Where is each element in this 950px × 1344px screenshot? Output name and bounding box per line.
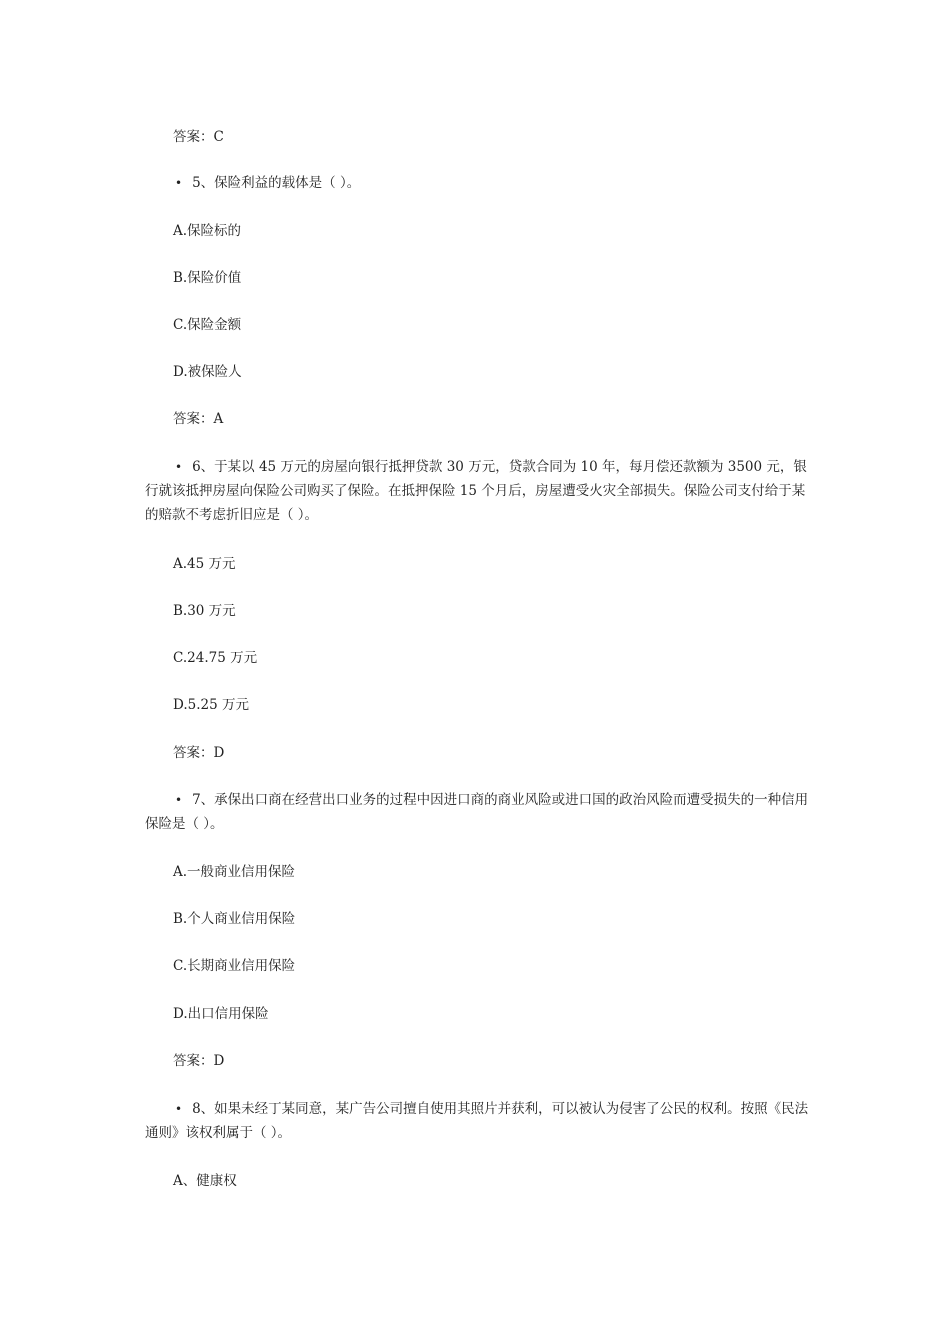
option-line: C.长期商业信用保险	[173, 958, 296, 974]
question-6	[145, 455, 810, 527]
option-line: D.出口信用保险	[173, 1006, 269, 1022]
option-line: A.保险标的	[173, 223, 242, 239]
option-line: B.30 万元	[173, 603, 236, 619]
question-8	[145, 1097, 810, 1145]
question-text: 5、保险利益的载体是（ ）。	[192, 175, 361, 191]
question-text: 8、如果未经丁某同意，某广告公司擅自使用其照片并获利，可以被认为侵害了公民的权利。按照《民法通则》该权利属于（ ）。	[145, 1101, 809, 1141]
option-line: D.被保险人	[173, 364, 242, 380]
bullet-icon: •	[175, 1102, 183, 1116]
answer-line: 答案：A	[173, 411, 224, 427]
option-line: C.24.75 万元	[173, 650, 258, 666]
bullet-icon: •	[175, 176, 183, 190]
question-5	[145, 171, 810, 195]
answer-line: 答案：D	[173, 745, 225, 761]
option-line: C.保险金额	[173, 317, 242, 333]
option-line: B.保险价值	[173, 270, 242, 286]
option-line: A、健康权	[173, 1173, 237, 1189]
question-text: 6、于某以 45 万元的房屋向银行抵押贷款 30 万元，贷款合同为 10 年，每月偿还款额为 3500 元，银行就该抵押房屋向保险公司购买了保险。在抵押保险 15 个月后，房屋遭受火灾全部损失。保险公司支付给于某的赔款不考虑折旧应是（ ）。	[145, 459, 807, 523]
answer-line: 答案：C	[173, 129, 224, 145]
bullet-icon: •	[175, 460, 183, 474]
option-line: A.一般商业信用保险	[173, 864, 296, 880]
option-line: A.45 万元	[173, 556, 236, 572]
answer-line: 答案：D	[173, 1053, 225, 1069]
option-line: D.5.25 万元	[173, 697, 249, 713]
option-line: B.个人商业信用保险	[173, 911, 296, 927]
question-7	[145, 788, 810, 836]
bullet-icon: •	[175, 793, 183, 807]
question-text: 7、承保出口商在经营出口业务的过程中因进口商的商业风险或进口国的政治风险而遭受损失的一种信用保险是（ ）。	[145, 792, 809, 832]
